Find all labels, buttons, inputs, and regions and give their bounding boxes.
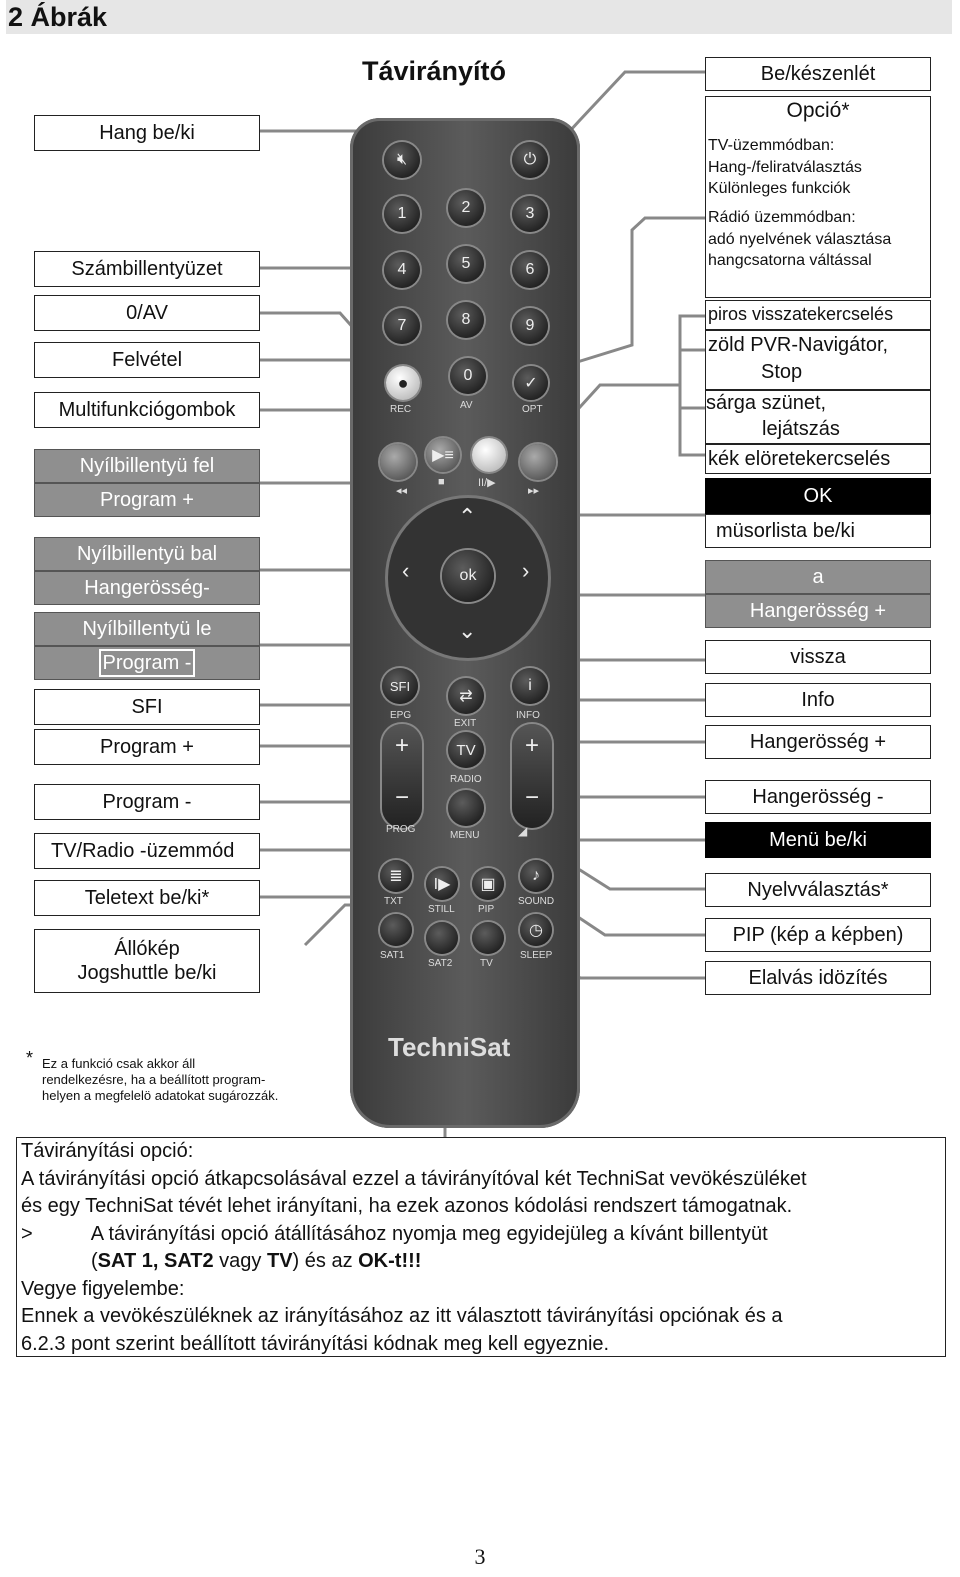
mute-icon: 🔇︎ xyxy=(396,151,408,168)
note-or: vagy xyxy=(213,1250,267,1272)
sound-label: SOUND xyxy=(518,896,555,907)
info-label: INFO xyxy=(516,710,540,721)
rewind-icon: ◂◂ xyxy=(396,485,408,497)
label-hangero-plus: Hangerösség + xyxy=(705,725,931,759)
label-hangero-minus-gray: Hangerösség- xyxy=(34,571,260,605)
volume-rocker[interactable] xyxy=(512,724,552,828)
label-sarga1: sárga szünet, xyxy=(706,392,827,414)
label-a: a xyxy=(705,560,931,594)
red-button[interactable] xyxy=(380,444,416,480)
note-keys xyxy=(21,1248,941,1276)
pip-label: PIP xyxy=(478,904,495,915)
volume-wedge-icon: ◢ xyxy=(518,824,528,838)
line-pip xyxy=(575,915,705,935)
note-tv-key: TV xyxy=(266,1250,293,1272)
digit-8-button[interactable]: 8 xyxy=(448,302,484,338)
label-elalvas: Elalvás idözítés xyxy=(705,961,931,995)
label-hang: Hang be/ki xyxy=(34,115,260,151)
program-down-icon: − xyxy=(394,784,409,811)
label-program-plus: Program + xyxy=(34,729,260,765)
label-av: 0/AV xyxy=(34,295,260,331)
note-paren: ( xyxy=(91,1250,98,1272)
label-nyil-bal: Nyílbillentyü bal xyxy=(34,537,260,571)
digit-6-button[interactable]: 6 xyxy=(512,252,548,288)
label-felvetel: Felvétel xyxy=(34,342,260,378)
label-program-minus: Program - xyxy=(34,784,260,820)
volume-down-icon: − xyxy=(524,784,539,811)
note-line: 6.2.3 pont szerint beállított távirányítási kódnak meg kell egyeznie. xyxy=(21,1332,610,1355)
label-tv-radio-text: TV/Radio -üzemmód xyxy=(51,840,235,862)
remote-option-note xyxy=(16,1137,946,1357)
label-hangero-plus-gray: Hangerösség + xyxy=(705,594,931,628)
pip-button[interactable] xyxy=(472,868,504,900)
label-program-plus-gray: Program + xyxy=(34,483,260,517)
label-program-minus-gray-text: Program - xyxy=(102,652,192,674)
line-color-bracket xyxy=(680,316,705,455)
sat2-label: SAT2 xyxy=(428,958,453,969)
sound-icon: ♪ xyxy=(532,867,540,884)
tv-option-button[interactable] xyxy=(472,922,504,954)
label-ado-nyelv: adó nyelvének választása xyxy=(708,231,892,248)
radio-label: RADIO xyxy=(450,774,482,785)
label-allokep-group xyxy=(34,929,260,993)
info-button[interactable]: i xyxy=(512,668,548,704)
note-line: és egy TechniSat tévét lehet irányítani, ha ezek azonos kódolási rendszert támogatnak. xyxy=(21,1195,793,1217)
program-up-icon: + xyxy=(394,732,409,759)
note-instruction-text: A távirányítási opció átállításához nyomja meg egyidejüleg a kívánt billentyüt xyxy=(90,1222,768,1245)
sat2-button[interactable] xyxy=(426,922,458,954)
footnote-star: * xyxy=(26,1048,34,1068)
sound-button[interactable] xyxy=(520,860,552,892)
blue-button[interactable] xyxy=(520,444,556,480)
label-hangero-minus: Hangerösség - xyxy=(705,780,931,814)
label-musorlista: müsorlista be/ki xyxy=(705,514,931,548)
label-menu: Menü be/ki xyxy=(705,822,931,858)
menu-label: MENU xyxy=(450,830,480,841)
txt-label: TXT xyxy=(384,896,403,907)
digit-5-button[interactable]: 5 xyxy=(448,246,484,282)
note-line: A távirányítási opció átkapcsolásával ezzel a távirányítóval két TechniSat vevökészüléket xyxy=(21,1167,807,1190)
opt-button[interactable] xyxy=(514,366,548,400)
epg-label: EPG xyxy=(390,710,412,721)
forward-icon: ▸▸ xyxy=(528,485,540,497)
label-program-minus-gray xyxy=(34,646,260,680)
sat1-button[interactable] xyxy=(380,914,412,946)
note-heading: Távirányítási opció: xyxy=(21,1140,194,1162)
record-icon: ● xyxy=(397,372,409,393)
note-instruction xyxy=(21,1221,941,1249)
tv-option-label: TV xyxy=(480,958,493,969)
label-radio-uzem: Rádió üzemmódban: xyxy=(708,209,856,226)
label-bekeszenlet: Be/készenlét xyxy=(705,57,931,91)
sfi-button[interactable]: SFI xyxy=(382,668,418,704)
sat1-label: SAT1 xyxy=(380,950,405,961)
exit-button[interactable] xyxy=(448,678,484,714)
label-opcio: Opció* xyxy=(786,99,850,122)
clock-icon: ◷ xyxy=(529,922,543,939)
ok-button[interactable]: ok xyxy=(442,550,494,602)
note-marker: > xyxy=(21,1222,33,1245)
prog-label: PROG xyxy=(386,824,416,835)
label-jogshuttle: Jogshuttle be/ki xyxy=(77,962,217,984)
mute-button[interactable] xyxy=(384,142,420,178)
arrow-right-button[interactable]: › xyxy=(522,558,530,583)
exit-label: EXIT xyxy=(454,718,477,729)
still-label: STILL xyxy=(428,904,455,915)
pip-icon: ▣ xyxy=(480,876,496,893)
sleep-label: SLEEP xyxy=(520,950,553,961)
label-sarga2: lejátszás xyxy=(762,418,840,440)
volume-up-icon: + xyxy=(524,732,539,759)
teletext-icon: ≣ xyxy=(389,868,403,885)
txt-button[interactable] xyxy=(380,860,412,892)
yellow-button[interactable] xyxy=(472,438,506,472)
label-kulonleges: Különleges funkciók xyxy=(708,180,851,197)
label-info: Info xyxy=(705,683,931,717)
digit-9-button[interactable]: 9 xyxy=(512,308,548,344)
label-tv-uzem: TV-üzemmódban: xyxy=(708,137,835,154)
panel-zold xyxy=(705,330,931,390)
digit-7-button[interactable]: 7 xyxy=(384,308,420,344)
note-sat-keys: SAT 1, SAT2 xyxy=(97,1250,214,1272)
label-hang-felirat: Hang-/feliratválasztás xyxy=(708,159,862,176)
label-nyelvvalasztas: Nyelvválasztás* xyxy=(705,873,931,907)
digit-1-button[interactable]: 1 xyxy=(384,196,420,232)
digit-3-button[interactable]: 3 xyxy=(512,196,548,232)
label-teletext: Teletext be/ki* xyxy=(34,880,260,916)
digit-4-button[interactable]: 4 xyxy=(384,252,420,288)
page-number: 3 xyxy=(474,1544,486,1569)
label-pip: PIP (kép a képben) xyxy=(705,918,931,952)
footnote-text xyxy=(42,1056,278,1104)
label-szambillentyu: Számbillentyüzet xyxy=(34,251,260,287)
digit-0-button[interactable]: 0 xyxy=(450,358,486,394)
panel-sarga xyxy=(705,390,931,444)
label-hangcsatorna: hangcsatorna váltással xyxy=(708,252,872,269)
footnote-line: rendelkezésre, ha a beállított program- xyxy=(42,1072,266,1087)
remote-control xyxy=(350,118,580,1128)
label-tv-radio xyxy=(34,833,260,869)
rec-label: REC xyxy=(390,404,412,415)
stop-icon: ■ xyxy=(438,476,445,488)
label-multifunkcio: Multifunkciógombok xyxy=(34,392,260,428)
label-sfi: SFI xyxy=(34,689,260,725)
note-and: ) és az xyxy=(292,1250,359,1272)
label-vissza: vissza xyxy=(705,640,931,674)
digit-2-button[interactable]: 2 xyxy=(448,190,484,226)
still-button[interactable] xyxy=(426,868,458,900)
label-allokep: Állókép xyxy=(114,938,180,960)
brand-logo: TechniSat xyxy=(388,1032,511,1062)
label-nyil-le: Nyílbillentyü le xyxy=(34,612,260,646)
note-ok-key: OK-t!!! xyxy=(358,1250,422,1272)
sleep-button[interactable] xyxy=(520,914,552,946)
menu-button[interactable] xyxy=(448,790,484,826)
green-button[interactable] xyxy=(426,438,460,472)
note-line: Ennek a vevökészüléknek az irányításához az itt választott távirányítási opciónak és a xyxy=(21,1305,783,1327)
power-icon: ⏻ xyxy=(523,151,537,168)
checkmark-icon: ✓ xyxy=(524,375,538,392)
label-piros: piros visszatekercselés xyxy=(705,300,931,330)
still-icon: I▶ xyxy=(433,876,451,893)
rec-button[interactable] xyxy=(386,366,420,400)
arrow-down-button[interactable]: ⌄ xyxy=(458,618,477,643)
label-kek: kék elöretekercselés xyxy=(705,444,931,474)
panel-opcio xyxy=(705,96,931,298)
label-ok: OK xyxy=(705,478,931,514)
figure-title: Távirányító xyxy=(362,56,507,86)
opt-label: OPT xyxy=(522,404,543,415)
label-nyil-fel: Nyílbillentyü fel xyxy=(34,449,260,483)
tv-button[interactable]: TV xyxy=(448,732,484,768)
label-zold2: Stop xyxy=(761,361,803,383)
power-button[interactable] xyxy=(512,142,548,178)
label-zold1: zöld PVR-Navigátor, xyxy=(708,334,889,356)
note-subheading: Vegye figyelembe: xyxy=(21,1277,185,1300)
play-pause-icon: II/▶ xyxy=(478,477,496,489)
back-arrows-icon: ⇄ xyxy=(459,688,473,705)
footnote-line: helyen a megfelelö adatokat sugározzák. xyxy=(42,1088,279,1103)
av-label: AV xyxy=(460,400,473,411)
footnote-line: Ez a funkció csak akkor áll xyxy=(42,1056,196,1071)
arrow-left-button[interactable]: ‹ xyxy=(402,558,410,583)
section-heading: 2 Ábrák xyxy=(8,2,108,32)
pvr-navigator-icon: ▶≡ xyxy=(432,447,454,464)
program-rocker[interactable] xyxy=(382,724,422,828)
arrow-up-button[interactable]: ⌃ xyxy=(458,504,477,529)
